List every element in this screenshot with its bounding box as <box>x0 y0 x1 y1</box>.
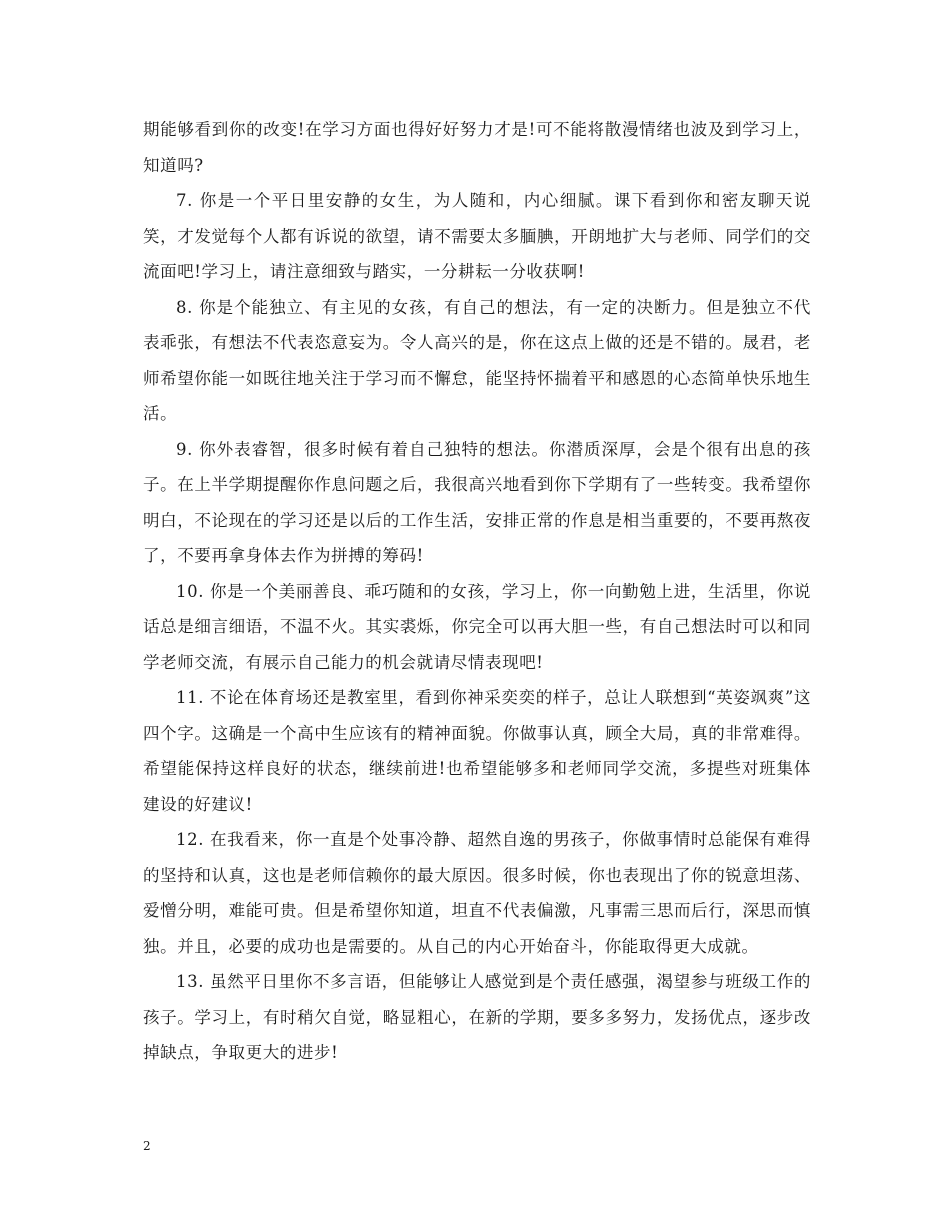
paragraph-comment-11: 11. 不论在体育场还是教室里，看到你神采奕奕的样子，总让人联想到“英姿飒爽”这四个字。这确是一个高中生应该有的精神面貌。你做事认真，顾全大局，真的非常难得。希望能保持这样良好的状态，继续前进!也希望能够多和老师同学交流，多提些对班集体建设的好建议! <box>143 688 811 814</box>
paragraph-comment-13: 13. 虽然平日里你不多言语，但能够让人感觉到是个责任感强，渴望参与班级工作的孩子。学习上，有时稍欠自觉，略显粗心，在新的学期，要多多努力，发扬优点，逐步改掉缺点，争取更大的进步! <box>143 972 811 1062</box>
paragraph-comment-12: 12. 在我看来，你一直是个处事冷静、超然自逸的男孩子，你做事情时总能保有难得的坚持和认真，这也是老师信赖你的最大原因。很多时候，你也表现出了你的锐意坦荡、爱憎分明，难能可贵。但是希望你知道，坦直不代表偏激，凡事需三思而后行，深思而慎独。并且，必要的成功也是需要的。从自己的内心开始奋斗，你能取得更大成就。 <box>143 830 811 956</box>
paragraph-continued: 期能够看到你的改变!在学习方面也得好好努力才是!可不能将散漫情绪也波及到学习上，知道吗? <box>143 120 811 175</box>
paragraph-comment-9: 9. 你外表睿智，很多时候有着自己独特的想法。你潜质深厚，会是个很有出息的孩子。在上半学期提醒你作息问题之后，我很高兴地看到你下学期有了一些转变。我希望你明白，不论现在的学习还是以后的工作生活，安排正常的作息是相当重要的，不要再熬夜了，不要再拿身体去作为拼搏的筹码! <box>143 439 811 565</box>
page-number: 2 <box>143 1139 151 1153</box>
paragraph-comment-8: 8. 你是个能独立、有主见的女孩，有自己的想法，有一定的决断力。但是独立不代表乖张，有想法不代表恣意妄为。令人高兴的是，你在这点上做的还是不错的。晟君，老师希望你能一如既往地关注于学习而不懈怠，能坚持怀揣着平和感恩的心态简单快乐地生活。 <box>143 297 811 423</box>
document-body <box>143 112 811 1071</box>
paragraph-comment-7: 7. 你是一个平日里安静的女生，为人随和，内心细腻。课下看到你和密友聊天说笑，才发觉每个人都有诉说的欲望，请不需要太多腼腆，开朗地扩大与老师、同学们的交流面吧!学习上，请注意细致与踏实，一分耕耘一分收获啊! <box>143 191 811 281</box>
paragraph-comment-10: 10. 你是一个美丽善良、乖巧随和的女孩，学习上，你一向勤勉上进，生活里，你说话总是细言细语，不温不火。其实裘烁，你完全可以再大胆一些，有自己想法时可以和同学老师交流，有展示自己能力的机会就请尽情表现吧! <box>143 581 811 672</box>
